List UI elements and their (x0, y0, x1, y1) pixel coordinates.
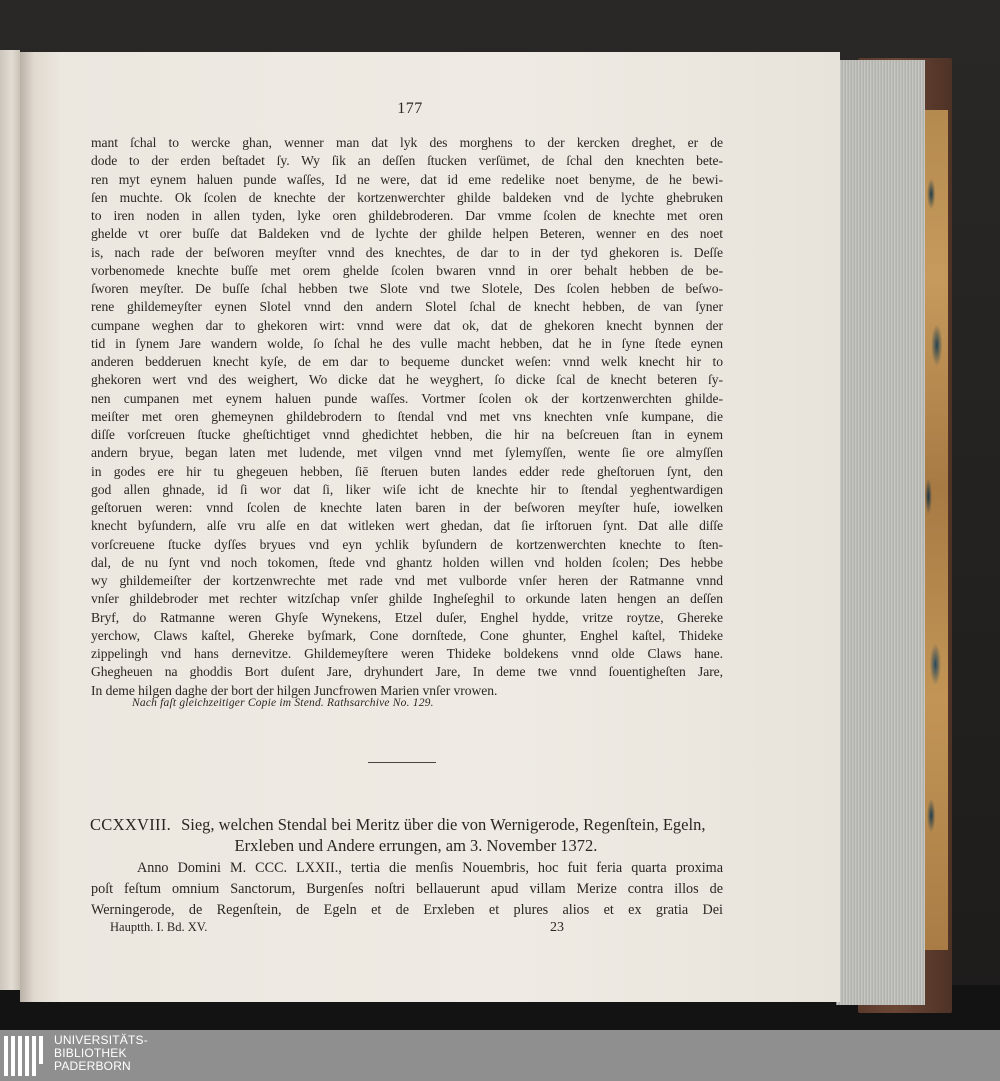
body-line: meiſter met oren ghemeynen ghildebrodern to ſtendal vnd met vns knechten vnſe kumpane, die (91, 408, 723, 424)
library-name-line1: UNIVERSITÄTS- (54, 1033, 148, 1047)
body-line: andern bryue, began laten met ludende, met vilgen vnnd met ſylemyſſen, wente ſie ore almyſſen (91, 445, 723, 461)
body-line: Ghegheuen na ghoddis Bort duſent Jare, dryhundert Jare, In deme twe vnnd ſouentigheſten Jare, (91, 664, 723, 680)
body-line: diſſe vorſcreuen ſtucke gheſtichtiget vnnd ghedichtet hebben, die hir na beſcreuen ſtan in eynem (91, 427, 723, 442)
document-heading (90, 814, 722, 856)
body-line: ren myt eynem haluen punde waſſes, Id ne were, dat id eme redelike noet benyme, de he bewi- (91, 171, 723, 187)
source-note: Nach faſt gleichzeitiger Copie im Stend. Rathsarchive No. 129. (132, 697, 434, 709)
signature-mark: Hauptth. I. Bd. XV. (110, 920, 208, 934)
body-line: cumpane weghen dar to ghekoren wirt: vnnd were dat ok, dat de ghekoren knecht bynnen der (91, 317, 723, 333)
book-page (20, 52, 840, 1002)
document-title-line1: Sieg, welchen Stendal bei Meritz über die von Wernigerode, Regenſtein, Egeln, (181, 815, 706, 834)
document-title-line2: Erxleben und Andere errungen, am 3. November 1372. (234, 836, 598, 855)
body-line: In deme hilgen daghe der bort der hilgen Juncfrowen Marien vnſer vrowen. (91, 682, 498, 698)
body-text (91, 134, 723, 700)
body-line: is, nach rade der beſworen meyſter vnnd des knechtes, de dar to in der tyd ghekoren is. Deſſe (91, 244, 723, 260)
body-line: knecht byſundern, alſe vru alſe en dat witleken wert ghedan, dat ſie irſtoruen ſynt. Dat alle diſſe (91, 518, 723, 534)
library-name-line3: PADERBORN (54, 1059, 131, 1073)
folio-number: 23 (550, 920, 564, 935)
body-line: mant ſchal to wercke ghan, wenner man dat lyk des morghens to der kercken dreghet, er de (91, 135, 723, 150)
page-gutter-shadow (20, 52, 34, 1002)
body-line: to iren noden in allen tyden, lyke oren ghildebroderen. Dar vmme ſcolen de knechte met oren (91, 208, 723, 223)
library-name-line2: BIBLIOTHEK (54, 1046, 127, 1060)
left-page-edge (0, 50, 20, 990)
body-line: tid in ſynem Jare wandern wolde, ſo ſchal he des vulle macht hebben, dat he in ſyne ſtede eynen (91, 335, 723, 351)
body-line: anderen bedderuen knecht kyſe, de em dar to bequeme duncket weſen: vnnd welk knecht hir to (91, 354, 723, 369)
body-line: ghekoren wert vnd des weighert, Wo dicke dat he weyghert, ſo dicke ſcal de knecht beteren ſy- (91, 372, 723, 388)
body-line: dode to der erden beſtadet ſy. Wy ſik an deſſen ſtucken verſümet, de ſchal den knechten bete- (91, 153, 723, 169)
body-line: yerchow, Claws kaſtel, Ghereke byſmark, Cone dornſtede, Cone ghunter, Enghel kaſtel, Thideke (91, 627, 723, 643)
body-line: dal, de nu ſynt vnd noch tokomen, ſtede vnd ghantz holden willen vnd holden ſcolen; Des hebbe (91, 554, 723, 570)
latin-line: poſt feſtum omnium Sanctorum, Burgenſes noſtri bellauerunt apud villam Merize contra illos de (91, 881, 723, 897)
body-line: rene ghildemeyſter eynen Slotel vnnd den andern Slotel ſchal de knecht hebben, de van ſyner (91, 299, 723, 315)
body-line: vorbenomede knechte buſſe met orem ghelde ſcolen bwaren vnnd in orer behalt hebben de be- (91, 262, 723, 278)
body-line: ſen muchte. Ok ſcolen de knechte der kortzenwerchter ghilde baldeken vnd de lychte ghebruken (91, 189, 723, 205)
page-edges (836, 60, 925, 1005)
latin-text (91, 858, 723, 921)
body-line: ghelde vt orer buſſe dat Baldeken vnd de lychte der ghilde helpen Beteren, wenner en des noet (91, 226, 723, 242)
body-line: vnſer ghildebroder met rechter witzſchap vnſer ghilde Ingheſeghil to orkunde laten hengen an deſſen (91, 591, 723, 607)
body-line: nen cumpanen met eynem haluen punde waſſes. Vortmer ſcolen ok der kortzenwerchten ghilde- (91, 390, 723, 406)
library-logo-icon (4, 1036, 46, 1076)
body-line: god allen ghnade, id ſi wor dat ſi, liker wiſe icht de knechte hir to ſtendal yeghentwardigen (91, 481, 723, 497)
section-divider (368, 762, 436, 763)
library-logo-text (54, 1034, 148, 1073)
library-footer-bar (0, 1030, 1000, 1081)
latin-line: Anno Domini M. CCC. LXXII., tertia die menſis Nouembris, hoc fuit feria quarta proxima (137, 860, 723, 876)
latin-line: Werningerode, de Regenſtein, de Egeln et de Erxleben et plures alios et ex gratia Dei (91, 902, 723, 918)
body-line: zippelingh vnd hans dernevitze. Ghildemeyſtere weren Thideke boldekens vnnd olde Claws hane. (91, 646, 723, 661)
body-line: geſtoruen weren: vnnd ſcolen de knechte laten baren in der beſworen meyſter huſe, iowelken (91, 500, 723, 515)
body-line: Bryf, do Ratmanne weren Ghyſe Wynekens, Etzel duſer, Enghel hydde, vritze roytze, Ghereke (91, 609, 723, 625)
body-line: in godes ere hir tu ghegeuen hebben, ſiē ſteruen buten landes edder rede gheſtoruen ſynt, den (91, 463, 723, 479)
body-line: wy ghildemeiſter der kortzenwrechte met rade vnd met vulborde vnſer heren der Ratmanne vnnd (91, 573, 723, 588)
page-number: 177 (397, 100, 423, 117)
body-line: vorſcreuene ſtucke dyſſes bryues vnd eyn ychlik byſundern de kortzenwerchten knechte to ſten- (91, 536, 723, 552)
document-number: CCXXVIII. (90, 815, 172, 834)
body-line: ſworen meyſter. De buſſe ſchal hebben twe Slote vnd twe Slotele, Des ſcolen hebben de beſwo- (91, 281, 723, 296)
